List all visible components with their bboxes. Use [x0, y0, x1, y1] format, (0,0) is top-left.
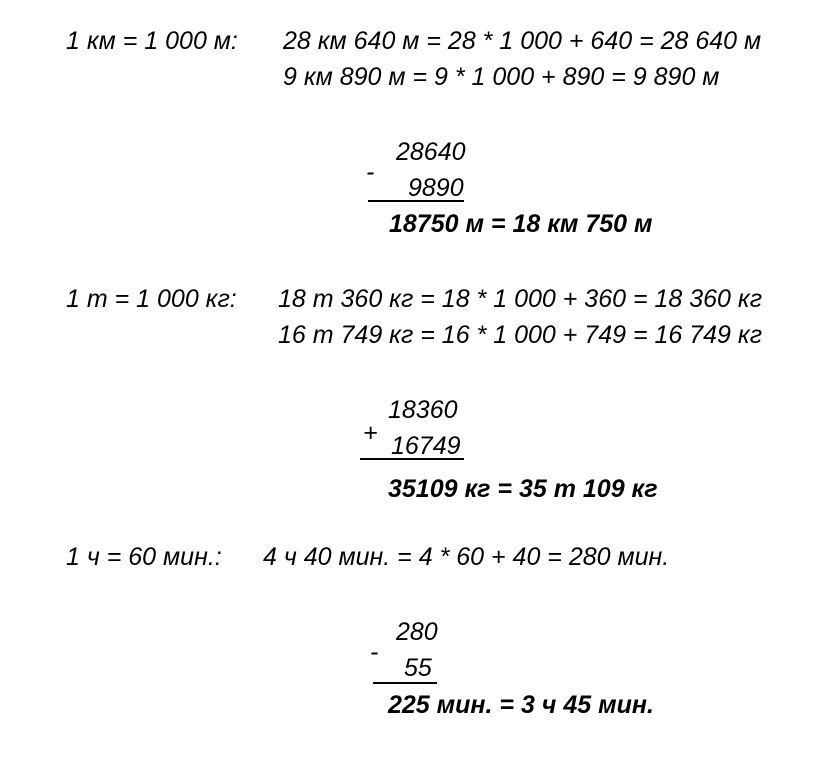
column-top-number: 18360: [388, 396, 458, 424]
conversion-line: 9 км 890 м = 9 * 1 000 + 890 = 9 890 м: [283, 63, 720, 91]
conversion-line: 4 ч 40 мин. = 4 * 60 + 40 = 280 мин.: [263, 543, 670, 571]
column-bottom-number: 16749: [391, 432, 461, 460]
plus-sign: +: [363, 419, 378, 447]
result-line: 35109 кг = 35 т 109 кг: [388, 475, 658, 503]
column-bottom-number: 9890: [408, 174, 464, 202]
column-top-number: 28640: [396, 138, 466, 166]
minus-sign: -: [366, 158, 375, 186]
minus-sign: -: [370, 638, 379, 666]
column-rule: [368, 200, 464, 202]
conversion-line: 18 т 360 кг = 18 * 1 000 + 360 = 18 360 кг: [278, 285, 763, 313]
result-line: 225 мин. = 3 ч 45 мин.: [388, 691, 654, 719]
unit-rule-km: 1 км = 1 000 м:: [66, 27, 238, 55]
result-line: 18750 м = 18 км 750 м: [389, 210, 653, 238]
unit-rule-t: 1 т = 1 000 кг:: [66, 285, 237, 313]
unit-rule-h: 1 ч = 60 мин.:: [66, 543, 222, 571]
column-rule: [373, 682, 437, 684]
conversion-line: 16 т 749 кг = 16 * 1 000 + 749 = 16 749 кг: [278, 321, 763, 349]
column-top-number: 280: [396, 618, 438, 646]
conversion-line: 28 км 640 м = 28 * 1 000 + 640 = 28 640 м: [283, 27, 762, 55]
column-rule: [360, 458, 464, 460]
column-bottom-number: 55: [404, 654, 432, 682]
